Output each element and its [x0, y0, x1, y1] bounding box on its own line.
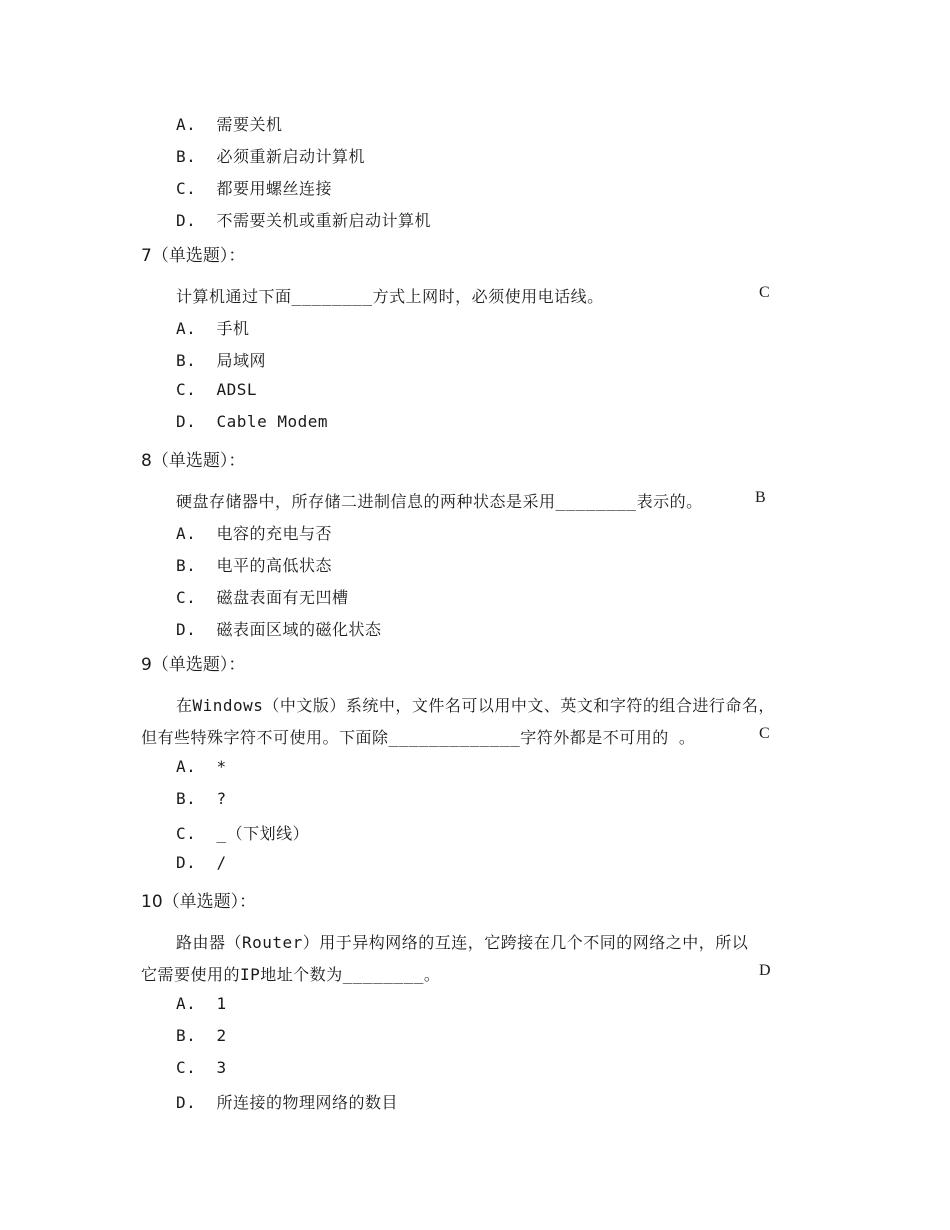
q9-answer: C: [759, 725, 770, 742]
q7-option-c: C. ADSL: [176, 380, 258, 399]
q6-option-d: D. 不需要关机或重新启动计算机: [176, 211, 432, 230]
q8-stem: 硬盘存储器中，所存储二进制信息的两种状态是采用________表示的。: [176, 492, 703, 511]
q6-option-c: C. 都要用螺丝连接: [176, 179, 333, 198]
q9-option-c: C. _（下划线）: [176, 824, 310, 843]
q8-answer: B: [755, 489, 766, 506]
q8-option-a: A. 电容的充电与否: [176, 524, 333, 543]
q9-option-a: A. *: [176, 757, 227, 776]
q8-header: 8（单选题）：: [141, 451, 246, 471]
q8-option-b: B. 电平的高低状态: [176, 556, 333, 575]
q7-option-b: B. 局域网: [176, 351, 267, 370]
q6-option-b: B. 必须重新启动计算机: [176, 147, 366, 166]
q6-option-a: A. 需要关机: [176, 115, 283, 134]
q9-stem-line-2: 但有些特殊字符不可使用。下面除_____________字符外都是不可用的 。: [141, 728, 696, 747]
q8-option-d: D. 磁表面区域的磁化状态: [176, 620, 382, 639]
q7-option-d: D. Cable Modem: [176, 412, 328, 431]
q9-stem-line-1: 在Windows（中文版）系统中，文件名可以用中文、英文和字符的组合进行命名，: [176, 696, 775, 715]
q10-stem-line-2: 它需要使用的IP地址个数为________。: [141, 965, 441, 984]
q8-option-c: C. 磁盘表面有无凹槽: [176, 588, 349, 607]
q9-option-d: D. /: [176, 853, 227, 872]
q10-answer: D: [759, 962, 771, 979]
q7-answer: C: [759, 284, 770, 301]
q10-option-b: B. 2: [176, 1026, 227, 1045]
q10-option-a: A. 1: [176, 994, 227, 1013]
q10-option-d: D. 所连接的物理网络的数目: [176, 1093, 399, 1112]
q9-option-b: B. ?: [176, 789, 227, 808]
q7-header: 7（单选题）：: [141, 246, 246, 266]
q10-header: 10（单选题）：: [141, 892, 257, 912]
q7-option-a: A. 手机: [176, 319, 250, 338]
q10-option-c: C. 3: [176, 1058, 227, 1077]
q10-stem-line-1: 路由器（Router）用于异构网络的互连，它跨接在几个不同的网络之中，所以: [176, 933, 749, 952]
q9-header: 9（单选题）：: [141, 655, 246, 675]
q7-stem: 计算机通过下面________方式上网时，必须使用电话线。: [176, 287, 604, 306]
